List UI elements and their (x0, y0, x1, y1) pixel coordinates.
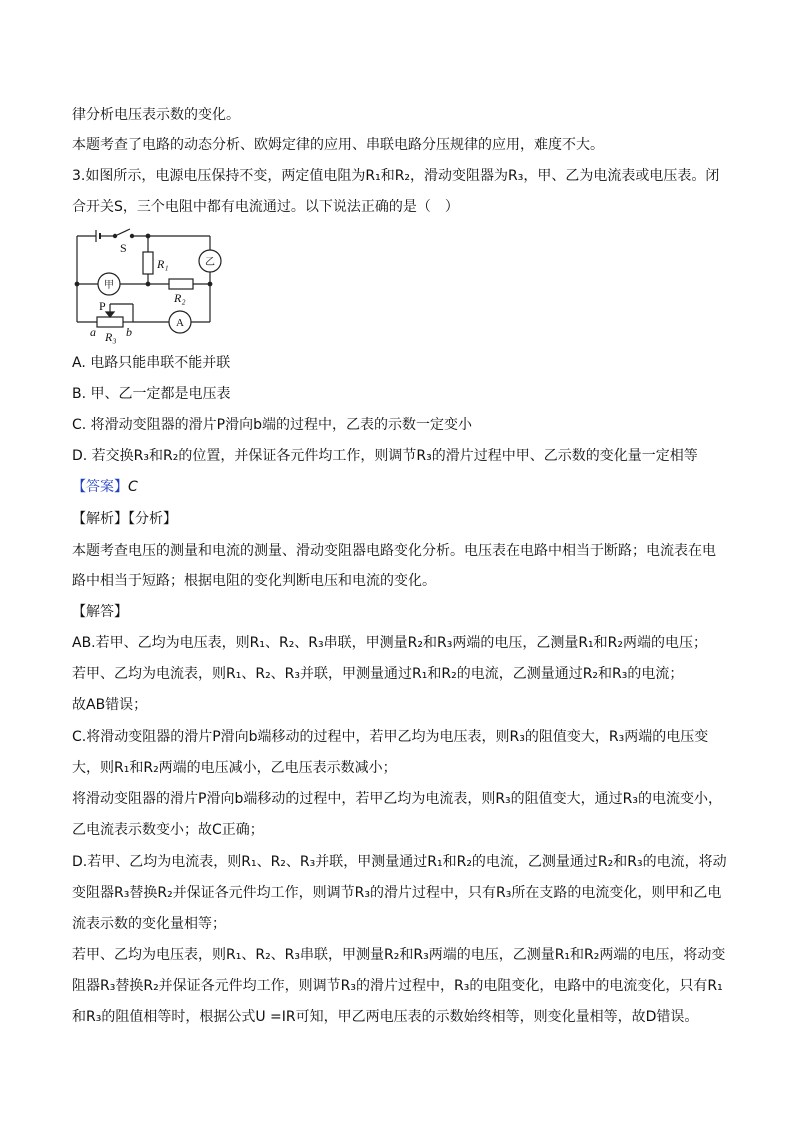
switch-label: S (120, 241, 127, 255)
slider-label: P (99, 299, 106, 313)
r1-resistor (143, 252, 153, 274)
solution-line: C.将滑动变阻器的滑片P滑向b端移动的过程中，若甲乙均为电压表，则R₃的阻值变大，R₃两端的电压变 (72, 729, 709, 745)
text-line: 律分析电压表示数的变化。 (72, 107, 240, 123)
solution-line: 故AB错误； (72, 697, 148, 713)
answer-value: C (128, 479, 138, 495)
option-b: B. 甲、乙一定都是电压表 (72, 386, 231, 402)
analysis-line: 本题考查电压的测量和电流的测量、滑动变阻器电路变化分析。电压表在电路中相当于断路；电流表在电 (72, 543, 716, 559)
question-line: 3.如图所示，电源电压保持不变，两定值电阻为R₁和R₂，滑动变阻器为R₃，甲、乙为电流表或电压表。闭 (72, 168, 720, 184)
end-a-label: a (90, 325, 96, 339)
meter-yi-label: 乙 (205, 257, 215, 268)
option-c: C. 将滑动变阻器的滑片P滑向b端的过程中，乙表的示数一定变小 (72, 417, 473, 433)
r1-label: R₁ (157, 257, 169, 271)
solution-line: AB.若甲、乙均为电压表，则R₁、R₂、R₃串联，甲测量R₂和R₃两端的电压，乙测量R₁和R₂两端的电压； (72, 635, 708, 651)
solution-line: 乙电流表示数变小；故C正确； (72, 822, 264, 838)
solution-line: 若甲、乙均为电压表，则R₁、R₂、R₃串联，甲测量R₂和R₃两端的电压，乙测量R₁和R₂两端的电压，将动变 (72, 947, 726, 963)
solution-label: 【解答】 (72, 604, 128, 620)
r3-rheostat (97, 317, 123, 327)
switch-blade (115, 229, 130, 236)
analysis-line: 路中相当于短路；根据电阻的变化判断电压和电流的变化。 (72, 573, 436, 589)
solution-line: 大，则R₁和R₂两端的电压减小，乙电压表示数减小； (72, 760, 397, 776)
solution-line: 变阻器R₃替换R₂并保证各元件均工作，则调节R₃的滑片过程中，只有R₃所在支路的电流变化，则甲和乙电 (72, 885, 722, 901)
answer-label: 【答案】 (72, 479, 128, 495)
question-line: 合开关S，三个电阻中都有电流通过。以下说法正确的是（ ） (72, 199, 459, 215)
solution-line: 流表示数的变化量相等； (72, 916, 226, 932)
analysis-label: 【解析】【分析】 (72, 511, 177, 527)
ammeter-label: A (176, 317, 184, 329)
option-d: D. 若交换R₃和R₂的位置，并保证各元件均工作，则调节R₃的滑片过程中甲、乙示数的变化量一定相等 (72, 448, 698, 464)
solution-line: 若甲、乙均为电流表，则R₁、R₂、R₃并联，甲测量通过R₁和R₂的电流，乙测量通过R₂和R₃的电流； (72, 666, 684, 682)
circuit-diagram (72, 224, 222, 346)
solution-line: 将滑动变阻器的滑片P滑向b端移动的过程中，若甲乙均为电流表，则R₃的阻值变大，通过R₃的电流变小， (72, 791, 723, 807)
answer-row (72, 478, 138, 496)
solution-line: D.若甲、乙均为电流表，则R₁、R₂、R₃并联，甲测量通过R₁和R₂的电流，乙测量通过R₂和R₃的电流，将动 (72, 854, 727, 870)
solution-line: 和R₃的阻值相等时，根据公式U =IR可知，甲乙两电压表的示数始终相等，则变化量相等，故D错误。 (72, 1009, 699, 1025)
solution-line: 阻器R₃替换R₂并保证各元件均工作，则调节R₃的滑片过程中，R₃的电阻变化，电路中的电流变化，只有R₁ (72, 978, 723, 994)
r2-resistor (169, 279, 193, 289)
text-line: 本题考查了电路的动态分析、欧姆定律的应用、串联电路分压规律的应用，难度不大。 (72, 137, 604, 153)
slider-arrow (106, 312, 114, 317)
r3-label: R₃ (105, 330, 117, 344)
meter-jia-label: 甲 (104, 280, 114, 291)
option-a: A. 电路只能串联不能并联 (72, 355, 231, 371)
r2-label: R₂ (174, 291, 186, 305)
end-b-label: b (126, 325, 132, 339)
